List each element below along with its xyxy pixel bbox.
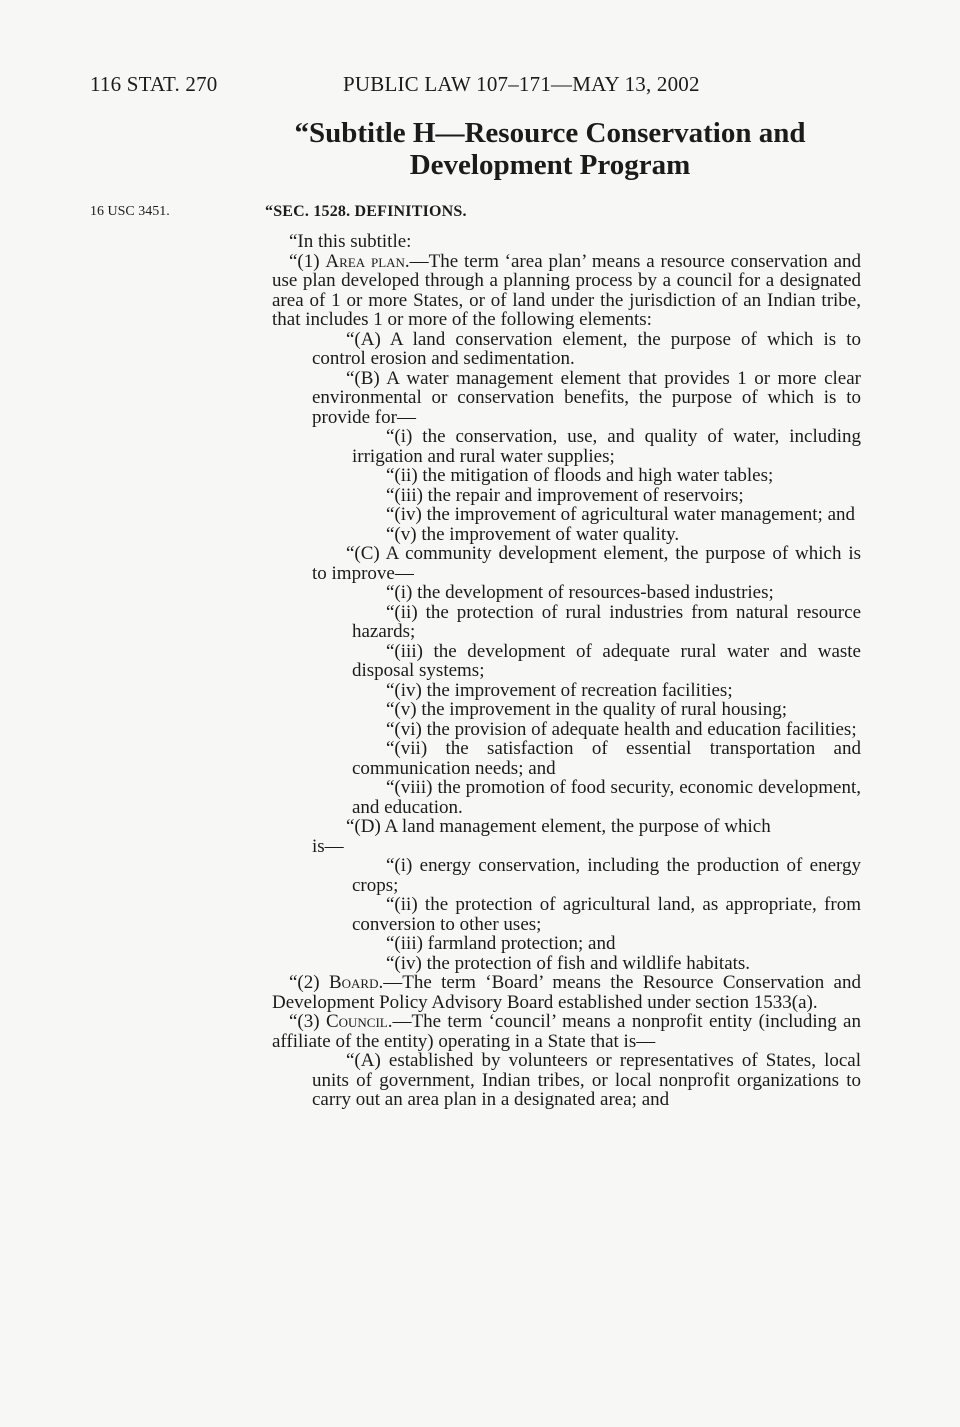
element-d: “(D) A land management element, the purpose of which: [346, 816, 771, 837]
element-c-iii: “(iii) the development of adequate rural water and waste disposal systems;: [352, 640, 861, 681]
council-clause-a: “(A) established by volunteers or representatives of States, local units of government, Indian tribes, or local nonprofit organizations to carry out an area plan in a designated area; and: [312, 1050, 861, 1110]
element-c-vi: “(vi) the provision of adequate health and education facilities;: [386, 718, 857, 740]
element-d-ii: “(ii) the protection of agricultural land, as appropriate, from conversion to other uses;: [352, 894, 861, 935]
definition-area-plan: [272, 252, 861, 330]
element-a: “(A) A land conservation element, the purpose of which is to control erosion and sedimentation.: [312, 328, 861, 369]
definition-text: .—The term ‘Board’ means the Resource Conservation and Development Policy Advisory Board established under section 1533(a).: [272, 972, 861, 1013]
subtitle-line-1: “Subtitle H—Resource Conservation and: [294, 117, 806, 149]
element-d-i: “(i) energy conservation, including the production of energy crops;: [352, 855, 861, 896]
definition-number: “(2): [289, 972, 329, 993]
subtitle-line-2: Development Program: [409, 149, 691, 181]
element-b-iii: “(iii) the repair and improvement of reservoirs;: [386, 484, 744, 506]
definition-board: [272, 973, 861, 1012]
element-c-i: “(i) the development of resources-based industries;: [386, 582, 774, 603]
element-b-v: “(v) the improvement of water quality.: [386, 523, 680, 545]
element-b-i: “(i) the conservation, use, and quality of water, including irrigation and rural water supplies;: [352, 426, 861, 467]
defined-term: Council: [325, 1011, 388, 1032]
element-c-v: “(v) the improvement in the quality of rural housing;: [386, 699, 788, 720]
element-b: “(B) A water management element that provides 1 or more clear environmental or conservation benefits, the purpose of which is to provide for—: [312, 367, 861, 428]
defined-term: Board: [328, 972, 379, 993]
page-folio: 116 STAT. 270: [90, 72, 218, 96]
element-d-iii: “(iii) farmland protection; and: [386, 933, 616, 954]
element-c-vii: “(vii) the satisfaction of essential transportation and communication needs; and: [352, 738, 861, 779]
definition-text: .—The term ‘area plan’ means a resource conservation and use plan developed through a planning process by a council for a designated area of 1 or more States, or of land under the jurisdiction of an Indian tribe, that includes 1 or more of the following elements:: [272, 250, 862, 330]
element-c-ii: “(ii) the protection of rural industries from natural resource hazards;: [352, 601, 861, 642]
section-body: [272, 232, 861, 1110]
usc-margin-note: 16 USC 3451.: [90, 204, 170, 219]
definition-text: .—The term ‘council’ means a nonprofit entity (including an affiliate of the entity) operating in a State that is—: [272, 1011, 861, 1052]
definition-number: “(1): [289, 250, 326, 272]
element-c-iv: “(iv) the improvement of recreation facilities;: [386, 679, 733, 701]
law-citation: PUBLIC LAW 107–171—MAY 13, 2002: [343, 72, 700, 96]
section-heading: “SEC. 1528. DEFINITIONS.: [265, 203, 467, 220]
element-b-iv: “(iv) the improvement of agricultural water management; and: [386, 504, 856, 525]
element-c-viii: “(viii) the promotion of food security, economic development, and education.: [352, 777, 861, 818]
defined-term: Area plan: [325, 250, 405, 272]
subtitle-heading: [200, 117, 900, 181]
intro-paragraph: “In this subtitle:: [289, 231, 412, 252]
element-b-ii: “(ii) the mitigation of floods and high water tables;: [386, 465, 774, 486]
definition-council: [272, 1012, 861, 1051]
element-d-continuation: is—: [312, 835, 344, 857]
element-d-iv: “(iv) the protection of fish and wildlife habitats.: [386, 952, 751, 974]
element-c: “(C) A community development element, the purpose of which is to improve—: [312, 543, 861, 584]
definition-number: “(3): [289, 1011, 326, 1032]
